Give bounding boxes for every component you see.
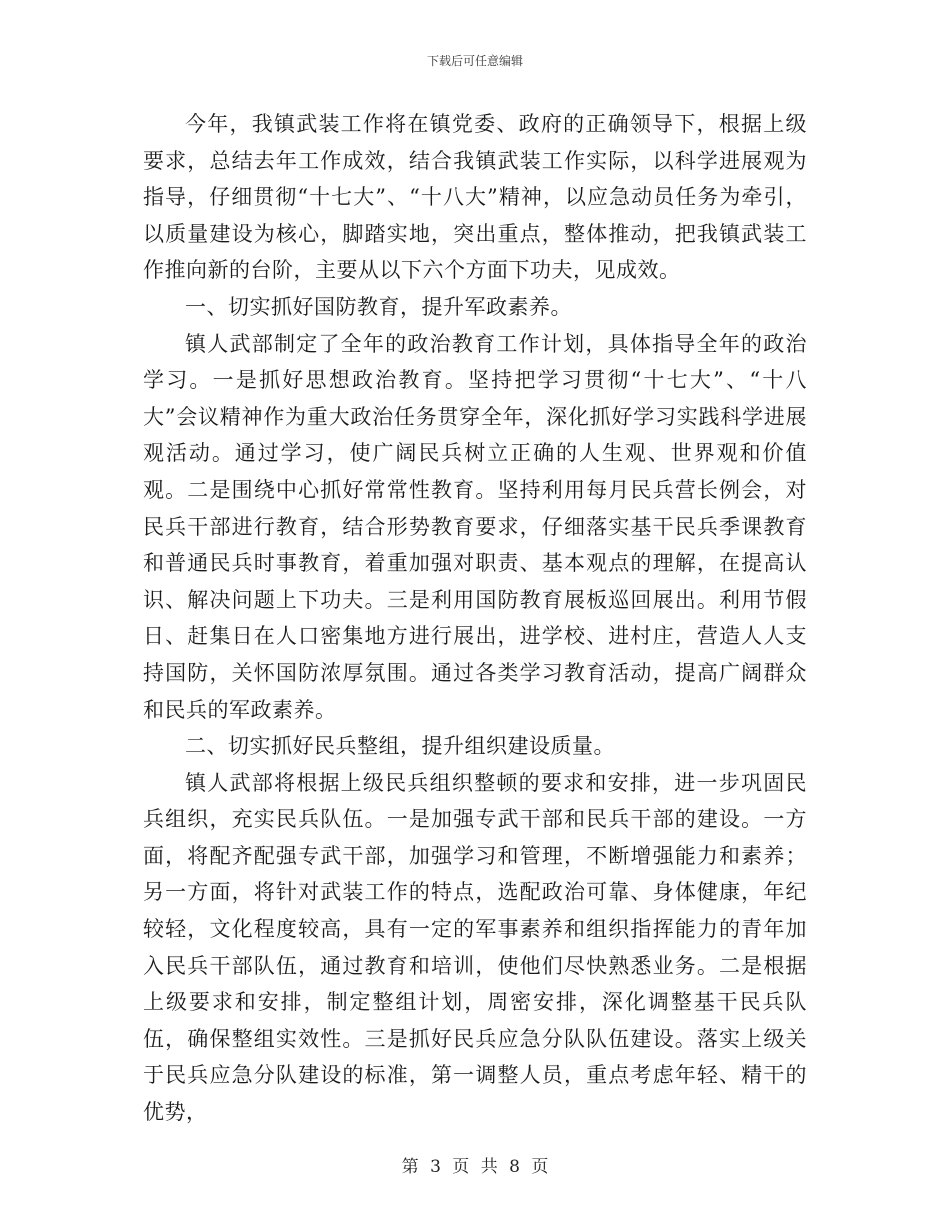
document-body [143,106,807,1131]
paragraph-intro: 今年，我镇武装工作将在镇党委、政府的正确领导下，根据上级要求，总结去年工作成效，结合我镇武装工作实际，以科学进展观为指导，仔细贯彻“十七大”、“十八大”精神，以应急动员任务为牵引，以质量建设为核心，脚踏实地，突出重点，整体推动，把我镇武装工作推向新的台阶，主要从以下六个方面下功夫，见成效。 [143,112,807,283]
paragraph-section-2: 镇人武部将根据上级民兵组织整顿的要求和安排，进一步巩固民兵组织，充实民兵队伍。一是加强专武干部和民兵干部的建设。一方面，将配齐配强专武干部，加强学习和管理，不断增强能力和素养；另一方面，将针对武装工作的特点，选配政治可靠、身体健康，年纪较轻，文化程度较高，具有一定的军事素养和组织指挥能力的青年加入民兵干部队伍，通过教育和培训，使他们尽快熟悉业务。二是根据上级要求和安排，制定整组计划，周密安排，深化调整基干民兵队伍，确保整组实效性。三是抓好民兵应急分队队伍建设。落实上级关于民兵应急分队建设的标准，第一调整人员，重点考虑年轻、精干的优势， [143,770,807,1125]
section-heading-2: 二、切实抓好民兵整组，提升组织建设质量。 [185,734,615,759]
paragraph-section-1: 镇人武部制定了全年的政治教育工作计划，具体指导全年的政治学习。一是抓好思想政治教育。坚持把学习贯彻“十七大”、“十八大”会议精神作为重大政治任务贯穿全年，深化抓好学习实践科学进展观活动。通过学习，使广阔民兵树立正确的人生观、世界观和价值观。二是围绕中心抓好常常性教育。坚持利用每月民兵营长例会，对民兵干部进行教育，结合形势教育要求，仔细落实基干民兵季课教育和普通民兵时事教育，着重加强对职责、基本观点的理解，在提高认识、解决问题上下功夫。三是利用国防教育展板巡回展出。利用节假日、赶集日在人口密集地方进行展出，进学校、进村庄，营造人人支持国防，关怀国防浓厚氛围。通过各类学习教育活动，提高广阔群众和民兵的军政素养。 [143,331,807,722]
section-heading-1: 一、切实抓好国防教育，提升军政素养。 [185,294,572,319]
page-header: 下载后可任意编辑 [426,54,523,68]
page-footer: 第 3 页 共 8 页 [401,1157,549,1177]
